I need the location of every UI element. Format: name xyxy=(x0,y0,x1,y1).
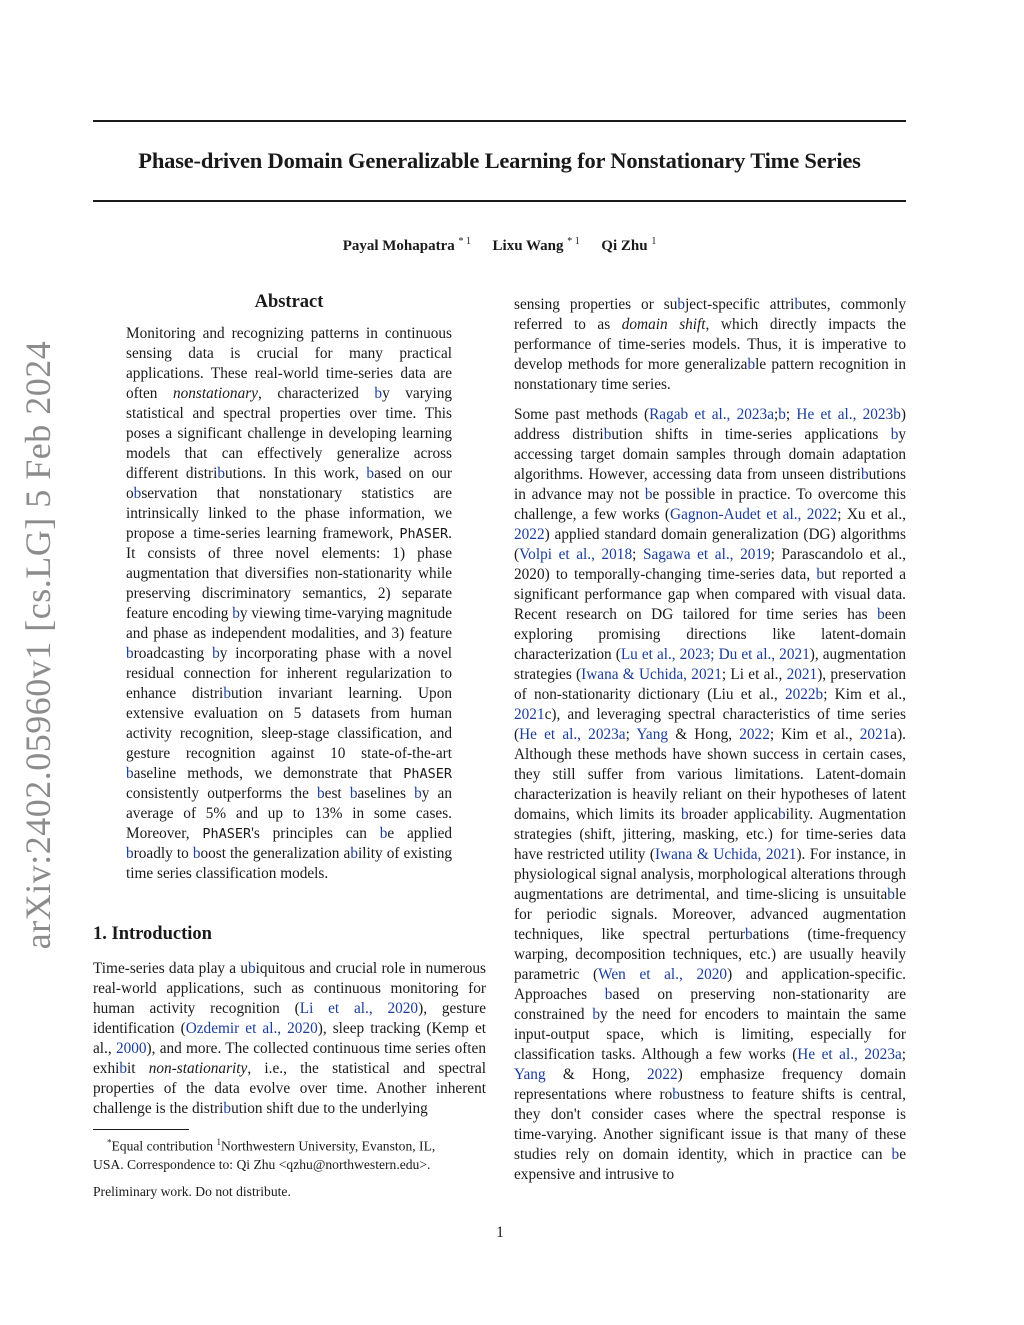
title-top-rule xyxy=(93,120,906,122)
author-affiliation-mark: 1 xyxy=(651,236,657,247)
author-name: Payal Mohapatra xyxy=(342,238,455,254)
arxiv-identifier: arXiv:2402.05960v1 [cs.LG] 5 Feb 2024 xyxy=(18,340,58,950)
footnote-equal-contribution: Equal contribution xyxy=(111,1138,217,1154)
page-number: 1 xyxy=(496,1224,504,1241)
footnote-correspondence: USA. Correspondence to: Qi Zhu <qzhu@northwestern.edu>. xyxy=(93,1156,431,1172)
abstract-body: Monitoring and recognizing patterns in continuous sensing data is crucial for many practical applications. These real-world time-series data are often nonstationary, characterized by varying statistical and spectral properties over time. This poses a significant challenge in developing learning models that can effectively generalize across different distributions. In this work, based on our observation that nonstationary statistics are intrinsically linked to the phase information, we propose a time-series learning framework, PhASER. It consists of three novel elements: 1) phase augmentation that diversifies non-stationarity while preserving discriminatory semantics, 2) separate feature encoding by viewing time-varying magnitude and phase as independent modalities, and 3) feature broadcasting by incorporating phase with a novel residual connection for inherent regularization to enhance distribution invariant learning. Upon extensive evaluation on 5 datasets from human activity recognition, sleep-stage classification, and gesture recognition against 10 state-of-the-art baseline methods, we demonstrate that PhASER consistently outperforms the best baselines by an average of 5% and up to 13% in some cases. Moreover, PhASER's principles can be applied broadly to boost the generalization ability of existing time series classification models. xyxy=(126,325,453,882)
author-name: Qi Zhu xyxy=(601,238,648,254)
author-affiliation-mark: * 1 xyxy=(567,236,580,247)
abstract-heading: Abstract xyxy=(254,292,324,312)
title-bottom-rule xyxy=(93,200,906,202)
author-affiliation-mark: * 1 xyxy=(458,236,472,247)
right-paragraph-2: Some past methods (Ragab et al., 2023a;b; He et al., 2023b) address distribution shifts in time-series applications by accessing target domain samples through domain adaptation algorithms. However, accessing data from unseen distributions in advance may not be possible in practice. To overcome this challenge, a few works (Gagnon-Audet et al., 2022; Xu et al., 2022) applied standard domain generalization (DG) algorithms (Volpi et al., 2018; Sagawa et al., 2019; Parascandolo et al., 2020) to temporally-changing time-series data, but reported a significant performance gap when compared with visual data. Recent research on DG tailored for time series has been exploring promising directions like latent-domain characterization (Lu et al., 2023; Du et al., 2021), augmentation strategies (Iwana & Uchida, 2021; Li et al., 2021), preservation of non-stationarity dictionary (Liu et al., 2022b; Kim et al., 2021c), and leveraging spectral characteristics of time series (He et al., 2023a; Yang & Hong, 2022; Kim et al., 2021a). Although these methods have shown success in certain cases, they still suffer from various limitations. Latent-domain characterization is heavily reliant on their hypotheses of latent domains, which limits its broader applicability. Augmentation strategies (shift, jittering, masking, etc.) for time-series data have restricted utility (Iwana & Uchida, 2021). For instance, in physiological signal analysis, morphological alterations through augmentations are detrimental, and time-slicing is unsuitable for periodic signals. Moreover, advanced augmentation techniques, like spectral perturbations (time-frequency warping, decomposition techniques, etc.) are usually heavily parametric (Wen et al., 2020) and application-specific. Approaches based on preserving non-stationarity are constrained by the need for encoders to maintain the same input-output space, which is limiting, especially for classification tasks. Although a few works (He et al., 2023a; Yang & Hong, 2022) emphasize frequency domain representations where robustness to feature shifts is central, they don't consider cases where the spectral response is time-varying. Another significant issue is that many of these studies rely on domain identity, which in practice can be expensive and intrusive to xyxy=(514,406,907,1183)
author-list xyxy=(93,236,906,255)
footnote: *Equal contribution $^1$Northwestern University, Evanston, IL, USA. Correspondence to: Qi Zhu <qzhu@northwestern.edu>. xyxy=(93,1137,436,1172)
right-paragraph-1: sensing properties or subject-specific attributes, commonly referred to as domain shift, which directly impacts the performance of time-series models. Thus, it is imperative to develop methods for more generalizable pattern recognition in nonstationary time series. xyxy=(514,296,906,393)
footnote-rule xyxy=(93,1129,189,1130)
preliminary-notice: Preliminary work. Do not distribute. xyxy=(93,1184,291,1199)
footnote-affiliation: Northwestern University, Evanston, IL, xyxy=(220,1138,436,1154)
section-heading-introduction: 1. Introduction xyxy=(93,924,212,944)
right-column xyxy=(514,295,906,1185)
author-name: Lixu Wang xyxy=(492,238,564,254)
paper-title: Phase-driven Domain Generalizable Learning for Nonstationary Time Series xyxy=(138,148,861,173)
introduction-paragraph: Time-series data play a ubiquitous and crucial role in numerous real-world applications, such as continuous monitoring for human activity recognition (Li et al., 2020), gesture identification (Ozdemir et al., 2020), sleep tracking (Kemp et al., 2000), and more. The collected continuous time series often exhibit non-stationarity, i.e., the statistical and spectral properties of the data evolve over time. Another inherent challenge is the distribution shift due to the underlying xyxy=(93,960,487,1117)
